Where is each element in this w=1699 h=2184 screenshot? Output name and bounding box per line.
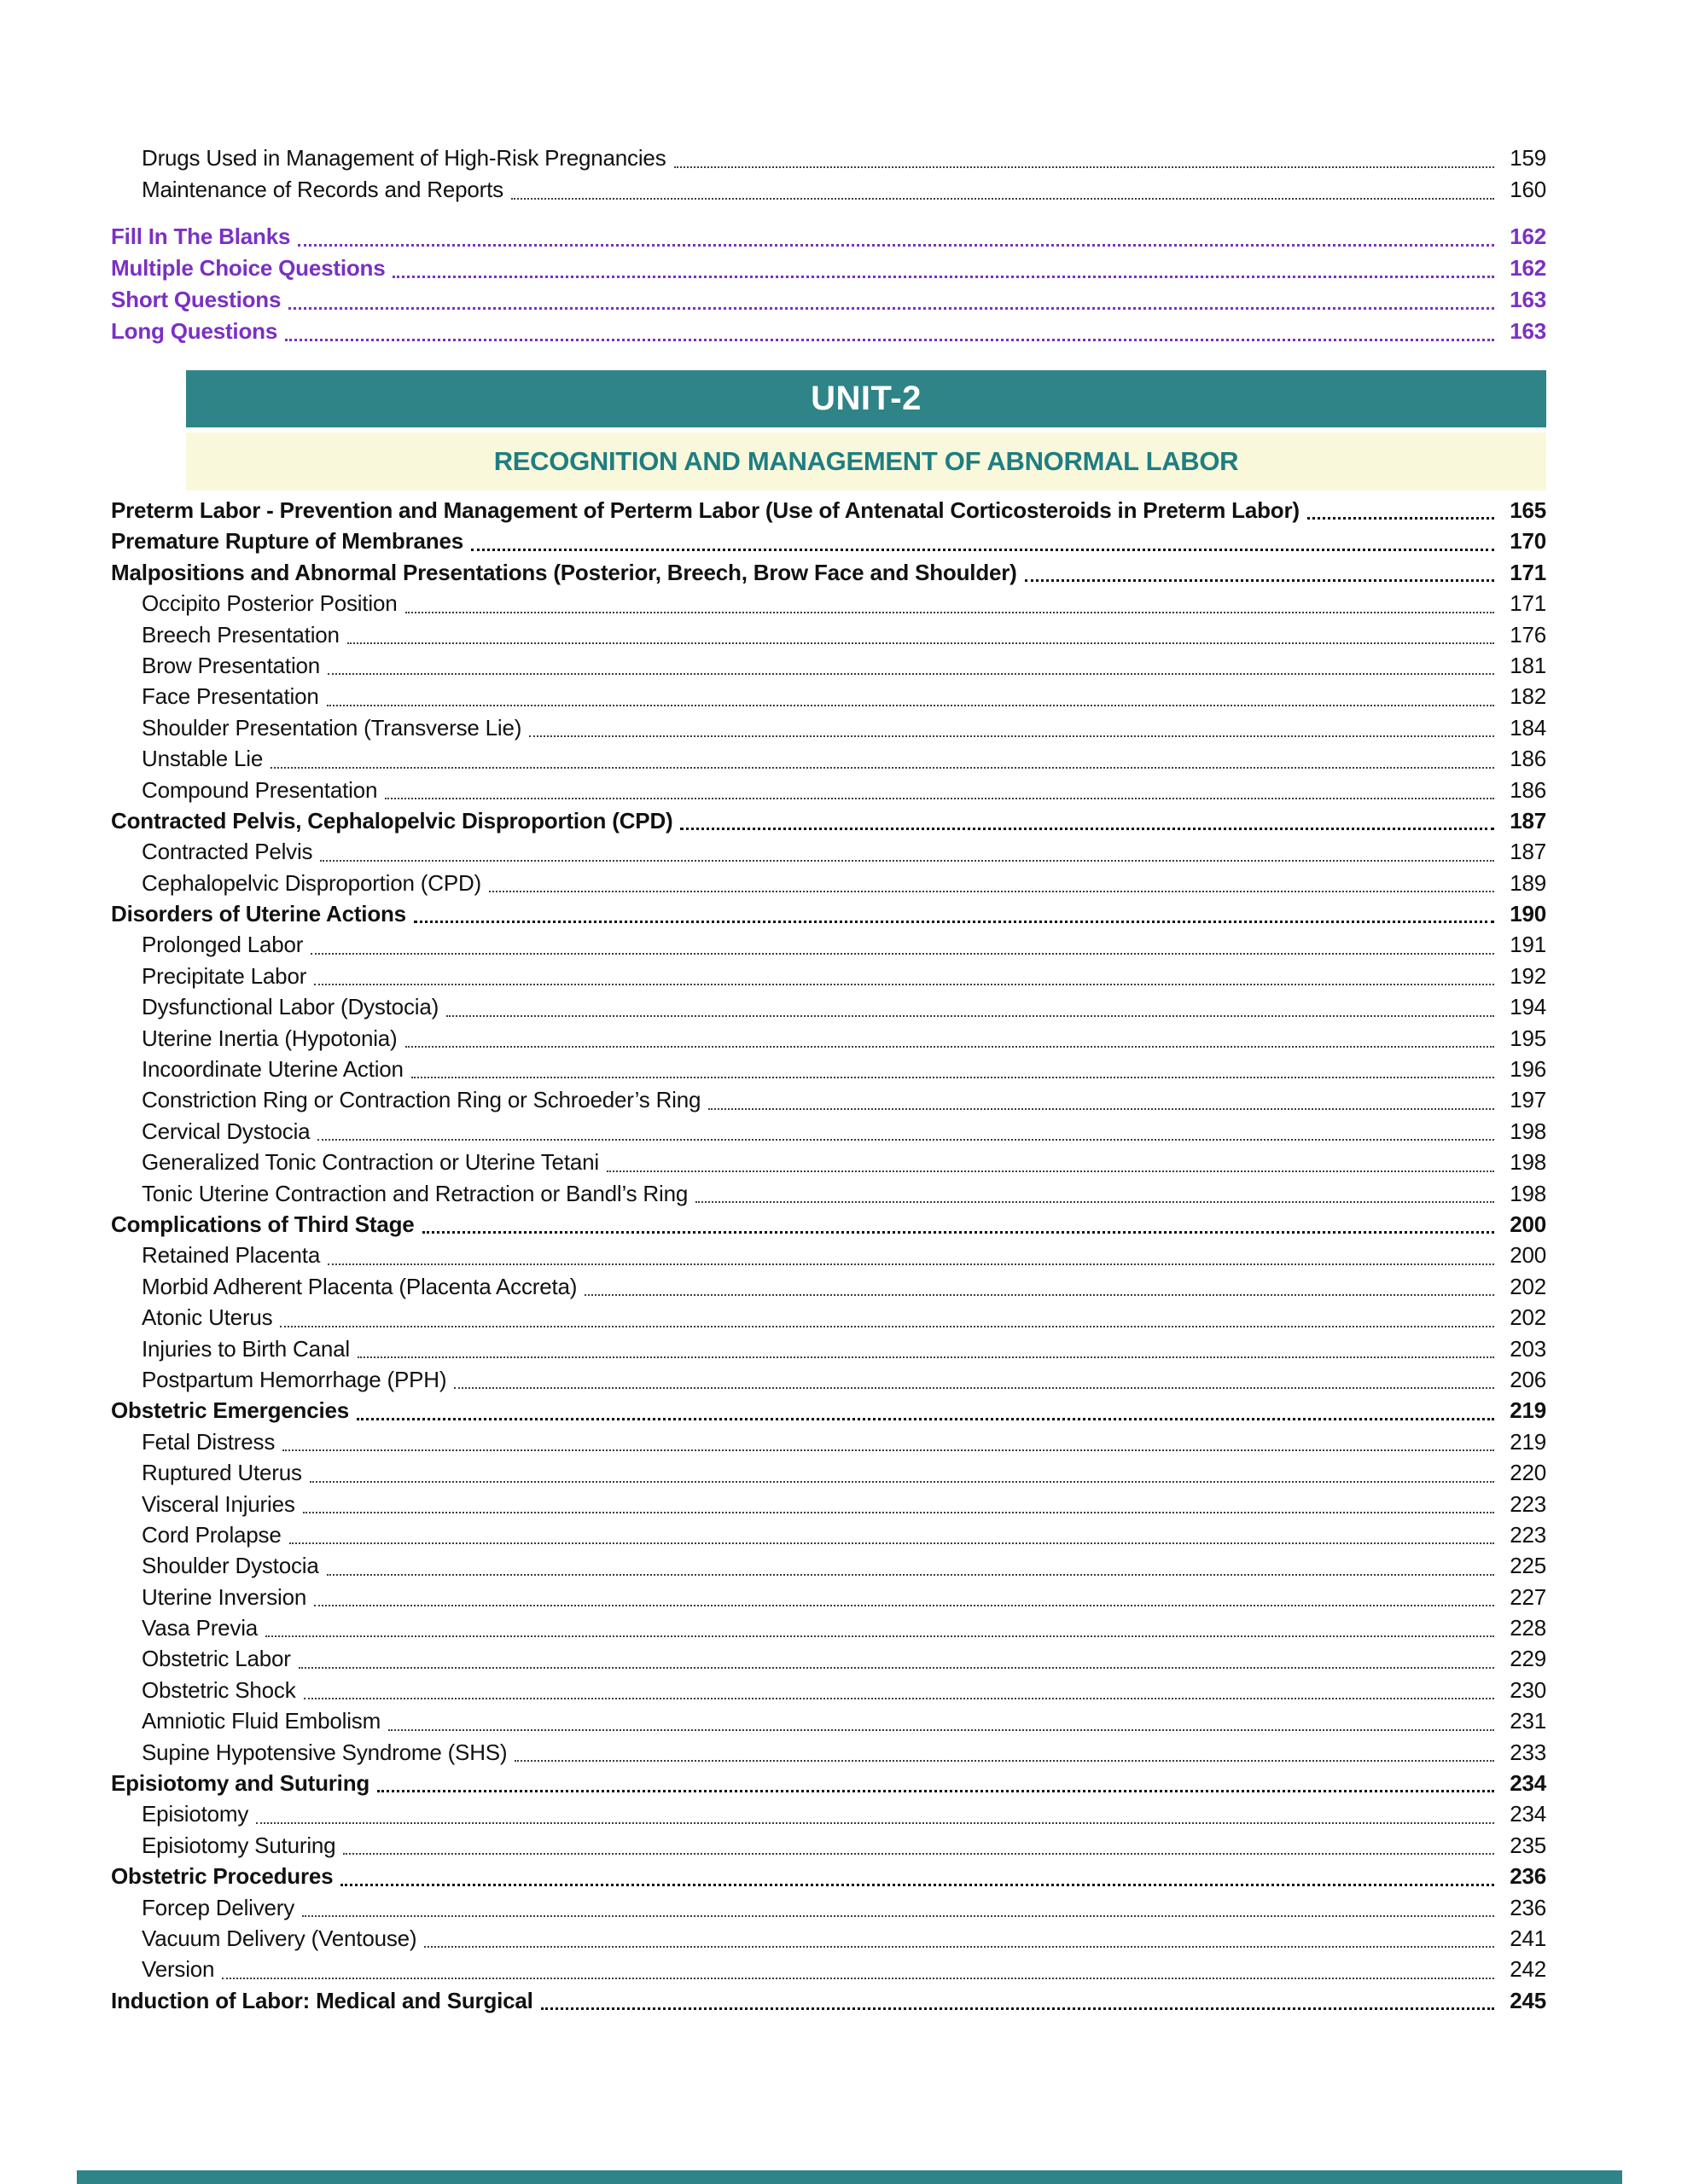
- toc-entry-label: Premature Rupture of Membranes: [111, 528, 463, 555]
- page-number: 194: [1510, 994, 1546, 1020]
- toc-entry-label: Constriction Ring or Contraction Ring or Schroeder’s Ring: [142, 1087, 701, 1113]
- dotted-leader: [320, 860, 1494, 862]
- page-number: 231: [1510, 1708, 1546, 1734]
- dotted-leader: [422, 1231, 1494, 1234]
- toc-entry-label: Complications of Third Stage: [111, 1211, 415, 1237]
- page-number: 228: [1510, 1615, 1546, 1641]
- toc-row: [111, 1457, 1546, 1488]
- toc-entry-label: Morbid Adherent Placenta (Placenta Accreta): [142, 1273, 578, 1299]
- toc-entry-label: Forcep Delivery: [142, 1894, 295, 1920]
- toc-entry-label: Retained Placenta: [142, 1242, 321, 1269]
- toc-entry-label: Obstetric Procedures: [111, 1863, 334, 1890]
- dotted-leader: [1307, 517, 1494, 520]
- toc-entry-label: Incoordinate Uterine Action: [142, 1056, 404, 1083]
- toc-entry-label: Breech Presentation: [142, 621, 340, 648]
- dotted-leader: [515, 1760, 1494, 1762]
- toc-intro-list: [111, 142, 1546, 206]
- toc-row: [111, 929, 1546, 960]
- toc-entry-label: Supine Hypotensive Syndrome (SHS): [142, 1739, 508, 1765]
- dotted-leader: [317, 1139, 1494, 1141]
- dotted-leader: [271, 767, 1494, 769]
- toc-row: [111, 1830, 1546, 1861]
- dotted-leader: [298, 244, 1494, 247]
- toc-entry-label: Uterine Inversion: [142, 1583, 307, 1610]
- toc-row: [111, 284, 1546, 316]
- toc-entry-label: Visceral Injuries: [142, 1490, 295, 1517]
- toc-row: [111, 221, 1546, 253]
- dotted-leader: [446, 1015, 1494, 1017]
- toc-row: [111, 1240, 1546, 1270]
- page-number: 176: [1510, 621, 1546, 648]
- toc-row: [111, 1302, 1546, 1333]
- toc-entry-label: Obstetric Labor: [142, 1646, 291, 1672]
- page-number: 219: [1510, 1428, 1546, 1455]
- toc-entry-label: Episiotomy Suturing: [142, 1832, 336, 1858]
- dotted-leader: [414, 921, 1494, 923]
- toc-row: [111, 253, 1546, 284]
- dotted-leader: [328, 1263, 1494, 1265]
- toc-entry-label: Precipitate Labor: [142, 962, 307, 989]
- toc-row: [111, 1333, 1546, 1364]
- toc-entry-label: Shoulder Presentation (Transverse Lie): [142, 714, 522, 741]
- dotted-leader: [280, 1326, 1494, 1327]
- toc-entry-label: Drugs Used in Management of High-Risk Pregnancies: [142, 145, 666, 171]
- dotted-leader: [680, 828, 1494, 830]
- dotted-leader: [405, 1046, 1494, 1048]
- dotted-leader: [340, 1884, 1494, 1886]
- page-number: 220: [1510, 1460, 1546, 1486]
- toc-row: [111, 1364, 1546, 1395]
- page-number: 198: [1510, 1118, 1546, 1144]
- toc-row: [111, 681, 1546, 712]
- page-number: 162: [1510, 224, 1546, 249]
- dotted-leader: [222, 1978, 1494, 1979]
- page-number: 202: [1510, 1273, 1546, 1299]
- toc-entry-label: Unstable Lie: [142, 746, 264, 772]
- page-number: 171: [1510, 590, 1546, 617]
- dotted-leader: [357, 1418, 1494, 1420]
- dotted-leader: [424, 1946, 1494, 1948]
- page-number: 235: [1510, 1832, 1546, 1858]
- toc-row: [111, 1861, 1546, 1891]
- dotted-leader: [288, 307, 1494, 310]
- toc-entry-label: Obstetric Shock: [142, 1676, 296, 1703]
- page-number: 189: [1510, 869, 1546, 896]
- toc-row: [111, 712, 1546, 743]
- dotted-leader: [304, 1698, 1494, 1699]
- toc-entry-label: Multiple Choice Questions: [111, 255, 386, 281]
- dotted-leader: [285, 339, 1494, 341]
- toc-row: [111, 991, 1546, 1022]
- toc-row: [111, 588, 1546, 619]
- page-number: 160: [1510, 177, 1546, 202]
- toc-row: [111, 1519, 1546, 1550]
- page-number: 200: [1510, 1211, 1546, 1237]
- dotted-leader: [347, 642, 1494, 644]
- dotted-leader: [541, 2007, 1494, 2010]
- toc-row: [111, 805, 1546, 836]
- toc-entry-label: Uterine Inertia (Hypotonia): [142, 1025, 398, 1051]
- toc-row: [111, 1395, 1546, 1426]
- toc-row: [111, 1985, 1546, 2016]
- toc-entry-label: Cervical Dystocia: [142, 1118, 311, 1144]
- dotted-leader: [327, 705, 1494, 706]
- page-number: 195: [1510, 1025, 1546, 1051]
- toc-row: [111, 495, 1546, 526]
- toc-entry-label: Postpartum Hemorrhage (PPH): [142, 1366, 447, 1392]
- toc-row: [111, 316, 1546, 347]
- dotted-leader: [314, 1605, 1494, 1606]
- dotted-leader: [674, 166, 1495, 168]
- dotted-leader: [695, 1201, 1494, 1203]
- page-number: 223: [1510, 1521, 1546, 1548]
- page-number: 163: [1510, 287, 1546, 312]
- toc-entry-label: Contracted Pelvis: [142, 839, 313, 865]
- toc-row: [111, 174, 1546, 206]
- dotted-leader: [256, 1822, 1494, 1824]
- dotted-leader: [311, 953, 1494, 955]
- page-number: 202: [1510, 1304, 1546, 1331]
- dotted-leader: [607, 1170, 1494, 1172]
- toc-entry-label: Malpositions and Abnormal Presentations (Posterior, Breech, Brow Face and Shoulder): [111, 559, 1017, 585]
- page-number: 230: [1510, 1676, 1546, 1703]
- toc-row: [111, 868, 1546, 898]
- toc-row: [111, 775, 1546, 805]
- page-number: 187: [1510, 807, 1546, 834]
- toc-row: [111, 1675, 1546, 1705]
- page-number: 233: [1510, 1739, 1546, 1765]
- page-number: 245: [1510, 1987, 1546, 2013]
- dotted-leader: [1025, 579, 1494, 582]
- toc-entry-label: Induction of Labor: Medical and Surgical: [111, 1987, 533, 2013]
- toc-entry-label: Short Questions: [111, 287, 282, 312]
- toc-row: [111, 836, 1546, 867]
- toc-entry-label: Atonic Uterus: [142, 1304, 273, 1331]
- dotted-leader: [314, 984, 1494, 985]
- toc-entry-label: Shoulder Dystocia: [142, 1553, 319, 1579]
- dotted-leader: [299, 1667, 1494, 1669]
- dotted-leader: [489, 891, 1494, 892]
- toc-row: [111, 526, 1546, 556]
- page-number: 198: [1510, 1180, 1546, 1206]
- toc-entry-label: Preterm Labor - Prevention and Management of Perterm Labor (Use of Antenatal Corticosteroids in Preterm Labor): [111, 497, 1300, 523]
- toc-row: [111, 961, 1546, 991]
- toc-entry-label: Dysfunctional Labor (Dystocia): [142, 994, 439, 1020]
- toc-entry-label: Prolonged Labor: [142, 932, 304, 958]
- page-number: 190: [1510, 901, 1546, 927]
- toc-row: [111, 1147, 1546, 1177]
- dotted-leader: [358, 1356, 1494, 1358]
- toc-entry-label: Contracted Pelvis, Cephalopelvic Disproportion (CPD): [111, 807, 673, 834]
- toc-row: [111, 1023, 1546, 1054]
- toc-entry-label: Disorders of Uterine Actions: [111, 901, 406, 927]
- dotted-leader: [328, 673, 1494, 675]
- page-number: 234: [1510, 1801, 1546, 1827]
- toc-row: [111, 1054, 1546, 1084]
- page-number: 242: [1510, 1956, 1546, 1983]
- dotted-leader: [529, 735, 1494, 737]
- toc-row: [111, 1582, 1546, 1612]
- page-number: 187: [1510, 839, 1546, 865]
- dotted-leader: [708, 1108, 1494, 1110]
- dotted-leader: [282, 1449, 1494, 1451]
- page-number: 236: [1510, 1894, 1546, 1920]
- dotted-leader: [411, 1077, 1494, 1078]
- page-number: 170: [1510, 528, 1546, 555]
- toc-row: [111, 1084, 1546, 1115]
- toc-entry-label: Fill In The Blanks: [111, 224, 291, 249]
- toc-row: [111, 1737, 1546, 1768]
- dotted-leader: [388, 1729, 1494, 1731]
- toc-entry-label: Occipito Posterior Position: [142, 590, 398, 617]
- page-number: 182: [1510, 683, 1546, 710]
- page-number: 229: [1510, 1646, 1546, 1672]
- page-number: 165: [1510, 497, 1546, 523]
- toc-entry-label: Cephalopelvic Disproportion (CPD): [142, 869, 482, 896]
- page-number: 236: [1510, 1863, 1546, 1890]
- dotted-leader: [377, 1790, 1494, 1792]
- dotted-leader: [303, 1512, 1494, 1513]
- page-number: 206: [1510, 1366, 1546, 1392]
- toc-row: [111, 1643, 1546, 1674]
- toc-row: [111, 1923, 1546, 1954]
- dotted-leader: [289, 1542, 1494, 1544]
- dotted-leader: [327, 1574, 1494, 1576]
- page-number: 223: [1510, 1490, 1546, 1517]
- toc-row: [111, 743, 1546, 774]
- toc-entry-label: Obstetric Emergencies: [111, 1397, 350, 1424]
- page-number: 192: [1510, 962, 1546, 989]
- dotted-leader: [454, 1387, 1494, 1389]
- toc-row: [111, 1426, 1546, 1457]
- dotted-leader: [393, 276, 1494, 278]
- page-number: 171: [1510, 559, 1546, 585]
- toc-entry-label: Long Questions: [111, 318, 278, 344]
- toc-entry-label: Amniotic Fluid Embolism: [142, 1708, 381, 1734]
- toc-row: [111, 1892, 1546, 1923]
- toc-entry-label: Vacuum Delivery (Ventouse): [142, 1925, 417, 1951]
- toc-row: [111, 1768, 1546, 1798]
- dotted-leader: [385, 798, 1494, 799]
- footer-bar: [77, 2170, 1622, 2184]
- dotted-leader: [343, 1853, 1494, 1855]
- page-number: 181: [1510, 652, 1546, 678]
- toc-row: [111, 650, 1546, 681]
- toc-entry-label: Ruptured Uterus: [142, 1460, 302, 1486]
- toc-row: [111, 1612, 1546, 1643]
- toc-entry-label: Brow Presentation: [142, 652, 321, 678]
- page-number: 219: [1510, 1397, 1546, 1424]
- toc-row: [111, 1116, 1546, 1147]
- toc-entry-label: Fetal Distress: [142, 1428, 276, 1455]
- toc-row: [111, 1489, 1546, 1519]
- toc-entry-label: Cord Prolapse: [142, 1521, 282, 1548]
- page-number: 186: [1510, 746, 1546, 772]
- page-number: 200: [1510, 1242, 1546, 1269]
- toc-row: [111, 1954, 1546, 1984]
- toc-row: [111, 557, 1546, 588]
- page-number: 198: [1510, 1149, 1546, 1176]
- page-number: 241: [1510, 1925, 1546, 1951]
- toc-row: [111, 1271, 1546, 1302]
- toc-entry-label: Vasa Previa: [142, 1615, 259, 1641]
- unit-banner: UNIT-2: [186, 370, 1546, 427]
- page-number: 186: [1510, 776, 1546, 803]
- toc-row: [111, 1798, 1546, 1829]
- dotted-leader: [265, 1635, 1494, 1637]
- toc-entry-label: Face Presentation: [142, 683, 319, 710]
- page-number: 184: [1510, 714, 1546, 741]
- page-number: 162: [1510, 255, 1546, 281]
- unit-toc-list: [111, 495, 1546, 2016]
- page-number: 225: [1510, 1553, 1546, 1579]
- page-number: 159: [1510, 145, 1546, 171]
- dotted-leader: [310, 1481, 1494, 1483]
- dotted-leader: [511, 198, 1494, 200]
- toc-entry-label: Version: [142, 1956, 215, 1983]
- toc-row: [111, 898, 1546, 929]
- dotted-leader: [471, 549, 1494, 551]
- toc-entry-label: Episiotomy: [142, 1801, 249, 1827]
- page-number: 196: [1510, 1056, 1546, 1083]
- toc-entry-label: Injuries to Birth Canal: [142, 1335, 350, 1362]
- toc-row: [111, 1178, 1546, 1209]
- dotted-leader: [405, 612, 1494, 613]
- toc-row: [111, 1705, 1546, 1736]
- page-number: 227: [1510, 1583, 1546, 1610]
- dotted-leader: [585, 1294, 1494, 1296]
- page-number: 191: [1510, 932, 1546, 958]
- toc-row: [111, 619, 1546, 650]
- page-number: 234: [1510, 1770, 1546, 1797]
- toc-entry-label: Compound Presentation: [142, 776, 378, 803]
- page-number: 203: [1510, 1335, 1546, 1362]
- toc-exercise-list: [111, 221, 1546, 347]
- toc-entry-label: Episiotomy and Suturing: [111, 1770, 370, 1797]
- toc-entry-label: Maintenance of Records and Reports: [142, 177, 503, 202]
- dotted-leader: [302, 1915, 1494, 1917]
- toc-row: [111, 1550, 1546, 1581]
- unit-subtitle-banner: RECOGNITION AND MANAGEMENT OF ABNORMAL LABOR: [186, 433, 1546, 491]
- toc-entry-label: Generalized Tonic Contraction or Uterine Tetani: [142, 1149, 599, 1176]
- toc-row: [111, 142, 1546, 174]
- toc-row: [111, 1209, 1546, 1240]
- toc-entry-label: Tonic Uterine Contraction and Retraction or Bandl’s Ring: [142, 1180, 689, 1206]
- page-number: 197: [1510, 1087, 1546, 1113]
- page-number: 163: [1510, 318, 1546, 344]
